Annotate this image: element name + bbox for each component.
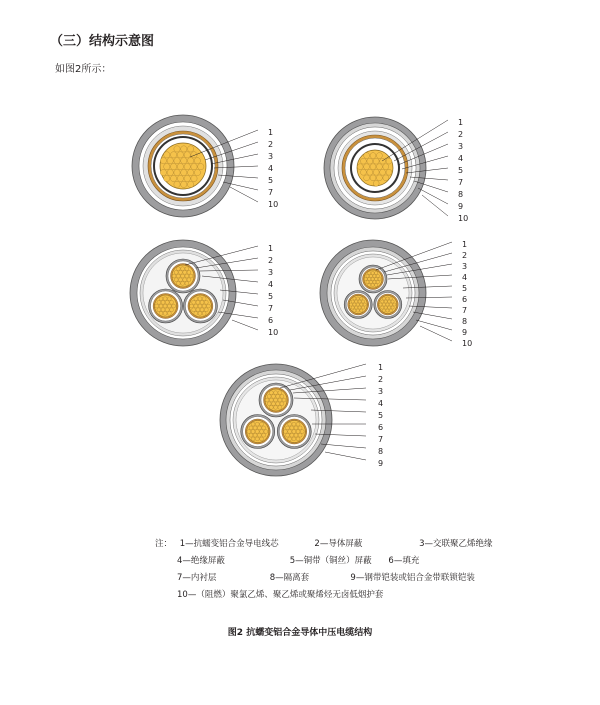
diagram-label: 1 [458,118,464,127]
note-item: 8—隔离套 [269,573,310,583]
note-row [155,587,495,604]
diagram-label: 1 [378,363,384,372]
diagram-label: 5 [458,166,464,175]
diagram-label: 4 [268,280,274,289]
note-row [155,570,495,587]
note-item: 2—导体屏蔽 [314,539,363,549]
diagram-label: 10 [268,200,279,209]
note-item: 10—（阻燃）聚氯乙烯、聚乙烯或聚烯烃无卤低烟护套 [177,590,384,600]
note-item: 4—绝缘屏蔽 [177,556,225,566]
note-item: 6—填充 [388,556,420,566]
diagram-label: 2 [268,256,274,265]
cable-diagram-single-core [130,115,350,235]
note-item: 7—内衬层 [177,573,217,583]
diagram-label: 10 [462,339,473,348]
diagram-label: 7 [458,178,464,187]
diagram-label: 3 [378,387,384,396]
diagram-label: 9 [458,202,464,211]
diagram-label: 7 [268,188,274,197]
notes-legend [155,536,495,604]
diagram-label: 5 [268,176,274,185]
diagram-label: 3 [268,268,274,277]
diagram-label: 4 [462,273,468,282]
note-item: 5—铜带（铜丝）屏蔽 [289,556,372,566]
diagram-label: 3 [458,142,464,151]
note-item: 9—钢带铠装或铝合金带联锁铠装 [350,573,475,583]
diagram-label: 4 [378,399,384,408]
diagram-label: 6 [268,316,274,325]
diagram-label: 2 [458,130,464,139]
cable-diagram-three-core-separated [218,362,438,482]
diagram-label: 3 [462,262,468,271]
cable-diagram-three-core [130,240,350,360]
diagram-label: 2 [268,140,274,149]
diagram-label: 3 [268,152,274,161]
cable-diagram-three-core-armored [320,238,540,358]
diagram-label: 8 [458,190,464,199]
diagram-label: 2 [378,375,384,384]
diagram-label: 8 [462,317,468,326]
diagram-label: 4 [458,154,464,163]
diagram-label: 7 [378,435,384,444]
diagram-label: 10 [268,328,279,337]
diagram-label: 6 [462,295,468,304]
diagram-label: 1 [462,240,468,249]
cable-diagram-single-core-armored [320,115,540,235]
diagram-label: 1 [268,244,274,253]
diagram-label: 4 [268,164,274,173]
note-item: 1—抗蠕变铝合金导电线芯 [179,539,279,549]
diagram-label: 5 [268,292,274,301]
diagram-label: 2 [462,251,468,260]
diagram-label: 7 [268,304,274,313]
diagram-label: 8 [378,447,384,456]
diagram-label: 5 [378,411,384,420]
note-prefix: 注： [155,539,173,549]
note-row [155,536,495,553]
note-item: 3—交联聚乙烯绝缘 [419,539,493,549]
figure-caption: 图2 抗蠕变铝合金导体中压电缆结构 [227,628,373,638]
diagram-label: 9 [378,459,384,468]
diagram-label: 10 [458,214,469,223]
diagram-label: 5 [462,284,468,293]
diagram-label: 6 [378,423,384,432]
note-row [155,553,495,570]
diagram-label: 1 [268,128,274,137]
diagram-label: 9 [462,328,468,337]
diagram-label: 7 [462,306,468,315]
intro-text: 如图2所示： [55,64,112,75]
section-title: （三）结构示意图 [50,34,155,49]
